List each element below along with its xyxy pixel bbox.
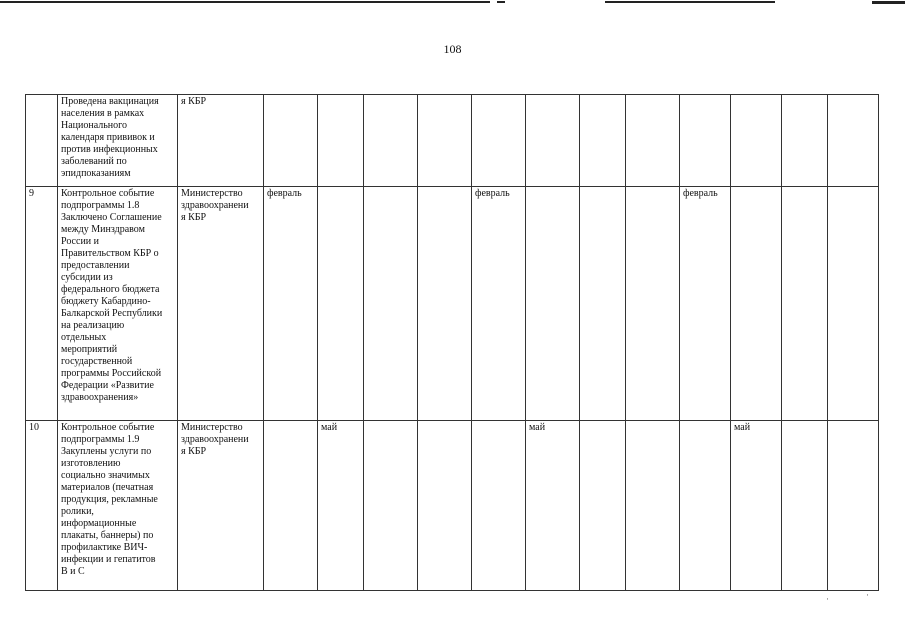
executor: Министерство здравоохранени я КБР	[178, 421, 264, 591]
event-description: Проведена вакцинация населения в рамках Национального календаря прививок и против инфекционных заболеваний по эпидпоказаниям	[58, 95, 178, 187]
row-number: 9	[26, 187, 58, 421]
period-cell	[828, 95, 879, 187]
period-cell: февраль	[680, 187, 731, 421]
period-cell	[782, 421, 828, 591]
table-row	[26, 95, 879, 187]
event-description: Контрольное событие подпрограммы 1.8 Заключено Соглашение между Минздравом России и Правительством КБР о предоставлении субсидии из федерального бюджета бюджету Кабардино- Балкарской Республики на реализацию отдельных мероприятий государственной программы Российской Федерации «Развитие здравоохранения»	[58, 187, 178, 421]
row-number: 10	[26, 421, 58, 591]
period-cell	[264, 95, 318, 187]
period-cell	[731, 95, 782, 187]
period-cell	[782, 187, 828, 421]
period-cell: февраль	[264, 187, 318, 421]
period-cell	[318, 187, 364, 421]
period-cell	[626, 187, 680, 421]
period-cell	[472, 421, 526, 591]
period-cell	[418, 421, 472, 591]
period-cell: май	[318, 421, 364, 591]
period-cell	[828, 187, 879, 421]
table-row	[26, 421, 879, 591]
scan-speck: ·	[826, 594, 829, 604]
period-cell	[580, 187, 626, 421]
period-cell	[626, 95, 680, 187]
period-cell	[264, 421, 318, 591]
period-cell	[364, 187, 418, 421]
period-cell	[626, 421, 680, 591]
period-cell	[526, 187, 580, 421]
period-cell	[472, 95, 526, 187]
period-cell	[418, 95, 472, 187]
period-cell: май	[731, 421, 782, 591]
period-cell	[364, 421, 418, 591]
row-number	[26, 95, 58, 187]
period-cell	[318, 95, 364, 187]
period-cell	[418, 187, 472, 421]
table-row	[26, 187, 879, 421]
top-rule-right	[605, 1, 775, 3]
top-rule-dash	[497, 1, 505, 3]
executor: Министерство здравоохранени я КБР	[178, 187, 264, 421]
period-cell	[580, 95, 626, 187]
period-cell	[680, 421, 731, 591]
executor: я КБР	[178, 95, 264, 187]
period-cell	[526, 95, 580, 187]
period-cell: февраль	[472, 187, 526, 421]
period-cell	[731, 187, 782, 421]
period-cell	[782, 95, 828, 187]
period-cell	[580, 421, 626, 591]
period-cell	[364, 95, 418, 187]
page-number: 108	[443, 42, 462, 56]
top-rule-left	[0, 1, 490, 3]
top-rule-corner	[872, 1, 905, 4]
scan-speck: ·	[866, 590, 869, 600]
event-description: Контрольное событие подпрограммы 1.9 Закуплены услуги по изготовлению социально значимых материалов (печатная продукция, рекламные ролики, информационные плакаты, баннеры) по профилактике ВИЧ- инфекции и гепатитов В и С	[58, 421, 178, 591]
period-cell	[828, 421, 879, 591]
period-cell: май	[526, 421, 580, 591]
schedule-table	[25, 94, 879, 591]
period-cell	[680, 95, 731, 187]
